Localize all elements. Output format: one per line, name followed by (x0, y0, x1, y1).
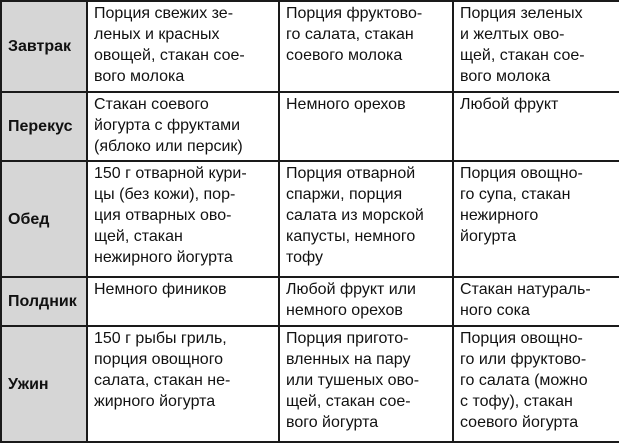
table-row-afternoon-snack (1, 277, 619, 326)
menu-option-cell: Порция отварной спаржи, порция салата из морской капусты, немного тофу (279, 161, 453, 277)
table-row-snack (1, 92, 619, 161)
menu-option-cell: Любой фрукт (453, 92, 619, 161)
menu-option-cell: Немного фиников (87, 277, 279, 326)
meal-name-cell: Полдник (1, 277, 87, 326)
menu-option-cell: 150 г рыбы гриль, порция овощного салата, стакан не- жирного йогурта (87, 326, 279, 442)
meal-name-cell: Завтрак (1, 1, 87, 92)
table-row-lunch (1, 161, 619, 277)
menu-option-cell: Стакан натураль- ного сока (453, 277, 619, 326)
menu-option-cell: Стакан соевого йогурта с фруктами (яблоко или персик) (87, 92, 279, 161)
meal-name-cell: Ужин (1, 326, 87, 442)
menu-option-cell: Порция овощно- го супа, стакан нежирного йогурта (453, 161, 619, 277)
menu-option-cell: 150 г отварной кури- цы (без кожи), пор- ция отварных ово- щей, стакан нежирного йогурта (87, 161, 279, 277)
meal-name-cell: Обед (1, 161, 87, 277)
menu-option-cell: Порция свежих зе- леных и красных овощей, стакан сое- вого молока (87, 1, 279, 92)
menu-option-cell: Порция пригото- вленных на пару или тушеных ово- щей, стакан сое- вого йогурта (279, 326, 453, 442)
meal-name-cell: Перекус (1, 92, 87, 161)
menu-option-cell: Немного орехов (279, 92, 453, 161)
menu-option-cell: Порция зеленых и желтых ово- щей, стакан сое- вого молока (453, 1, 619, 92)
menu-option-cell: Порция фруктово- го салата, стакан соевого молока (279, 1, 453, 92)
table-row-dinner (1, 326, 619, 442)
menu-option-cell: Любой фрукт или немного орехов (279, 277, 453, 326)
menu-option-cell: Порция овощно- го или фруктово- го салата (можно с тофу), стакан соевого йогурта (453, 326, 619, 442)
table-row-breakfast (1, 1, 619, 92)
